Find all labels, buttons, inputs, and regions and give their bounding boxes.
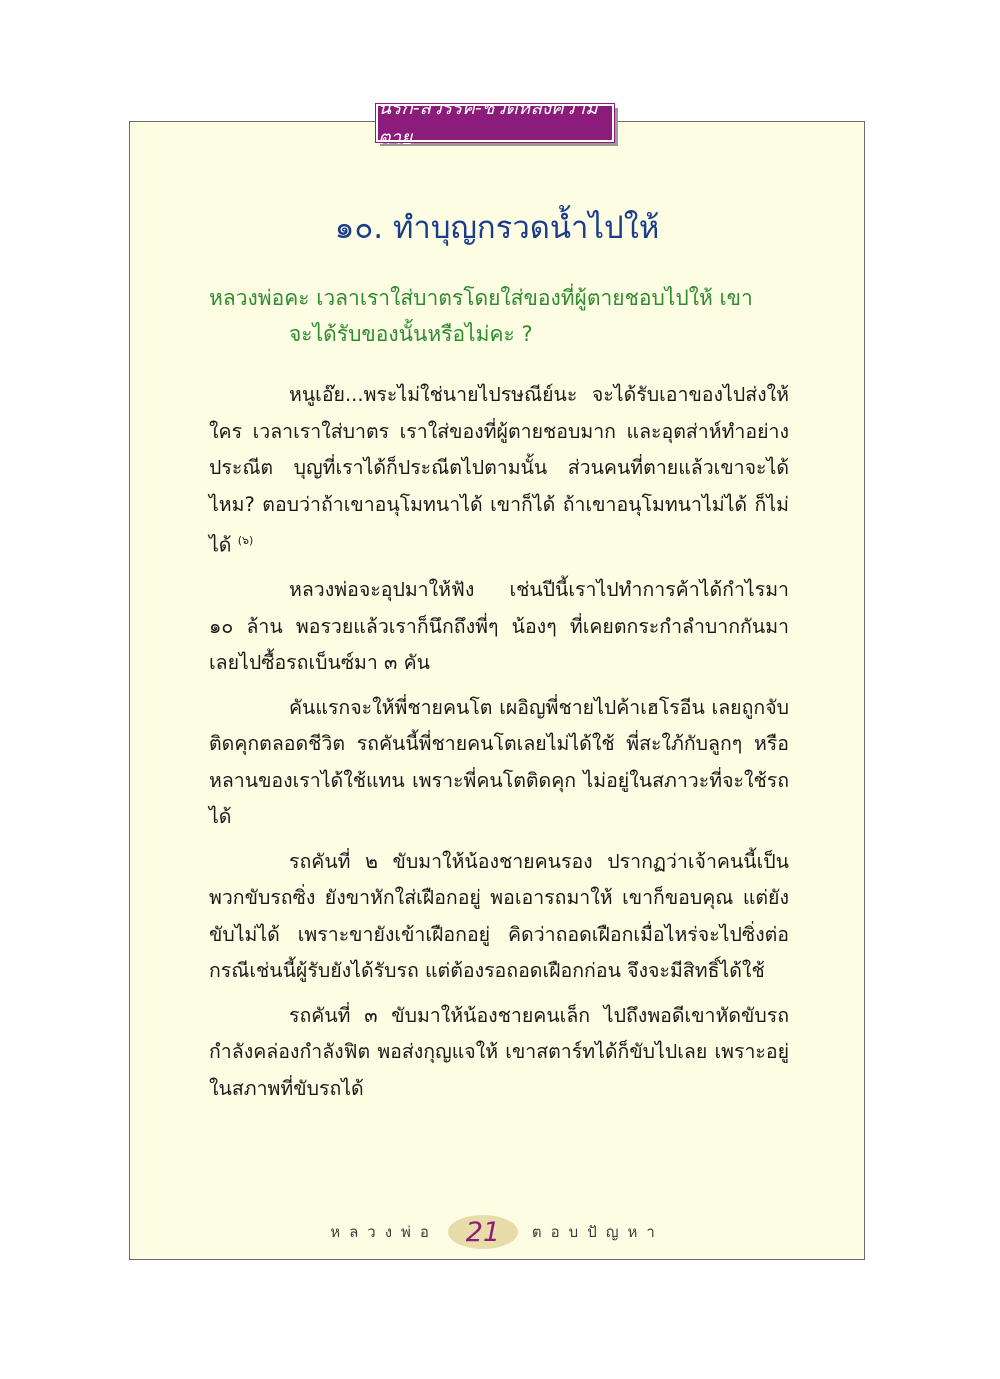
- page-number-badge: 21: [448, 1215, 518, 1249]
- paragraph-1-text: หนูเอ๊ย...พระไม่ใช่นายไปรษณีย์นะ จะได้รับเอาของไปส่งให้ใคร เวลาเราใส่บาตร เราใส่ของที่ผู้ตายชอบมาก และอุตส่าห์ทำอย่างประณีต บุญที่เราได้ก็ประณีตไปตามนั้น ส่วนคนที่ตายแล้วเขาจะได้ไหม? ตอบว่าถ้าเขาอนุโมทนาได้ เขาก็ได้ ถ้าเขาอนุโมทนาไม่ได้ ก็ไม่ได้: [209, 383, 789, 557]
- paragraph-5: รถคันที่ ๓ ขับมาให้น้องชายคนเล็ก ไปถึงพอดีเขาหัดขับรถกำลังคล่องกำลังฟิต พอส่งกุญแจให้ เขาสตาร์ทได้ก็ขับไปเลย เพราะอยู่ในสภาพที่ขับรถได้: [209, 1003, 789, 1100]
- paragraph-3: คันแรกจะให้พี่ชายคนโต เผอิญพี่ชายไปค้าเฮโรอีน เลยถูกจับติดคุกตลอดชีวิต รถคันนี้พี่ชายคนโตเลยไม่ได้ใช้ พี่สะใภ้กับลูกๆ หรือหลานของเราได้ใช้แทน เพราะพี่คนโตติดคุก ไม่อยู่ในสภาวะที่จะใช้รถได้: [209, 695, 789, 828]
- footnote-marker: (๖): [237, 534, 254, 547]
- footer-left-text: หลวงพ่อ: [330, 1223, 438, 1241]
- section-title: นรก-สวรรค์-ชีวิตหลังความตาย: [378, 97, 598, 149]
- page-footer: [129, 1212, 865, 1252]
- paragraph-1: [209, 377, 789, 564]
- question-line-1: หลวงพ่อคะ เวลาเราใส่บาตรโดยใส่ของที่ผู้ตายชอบไปให้ เขา: [209, 286, 753, 310]
- answer-body: [209, 377, 789, 1115]
- question-block: [209, 280, 799, 352]
- section-header-tag: [376, 97, 614, 149]
- footer-right-text: ตอบปัญหา: [531, 1223, 664, 1241]
- paragraph-2: หลวงพ่อจะอุปมาให้ฟัง เช่นปีนี้เราไปทำการค้าได้กำไรมา ๑๐ ล้าน พอรวยแล้วเราก็นึกถึงพี่ๆ น้องๆ ที่เคยตกระกำลำบากกันมา เลยไปซื้อรถเบ็นซ์มา ๓ คัน: [209, 578, 789, 674]
- paragraph-4: รถคันที่ ๒ ขับมาให้น้องชายคนรอง ปรากฏว่าเจ้าคนนี้เป็นพวกขับรถซิ่ง ยังขาหักใส่เฝือกอยู่ พอเอารถมาให้ เขาก็ขอบคุณ แต่ยังขับไม่ได้ เพราะขายังเข้าเฝือกอยู่ คิดว่าถอดเฝือกเมื่อไหร่จะไปซิ่งต่อ กรณีเช่นนี้ผู้รับยังได้รับรถ แต่ต้องรอถอดเฝือกก่อน จึงจะมีสิทธิ์ได้ใช้: [209, 849, 789, 982]
- chapter-title: ๑๐. ทำบุญกรวดน้ำไปให้: [334, 210, 660, 246]
- question-line-2: จะได้รับของนั้นหรือไม่คะ ?: [289, 322, 533, 346]
